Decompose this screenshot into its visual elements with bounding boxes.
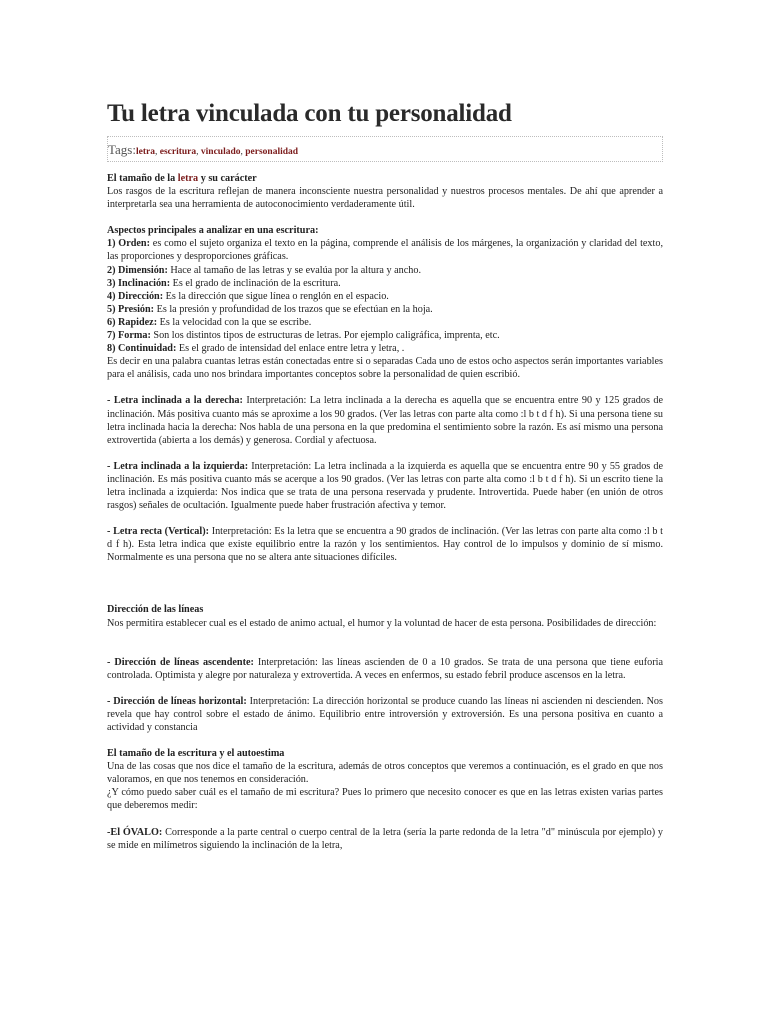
- list-item: 6) Rapidez: Es la velocidad con la que se escribe.: [107, 316, 312, 328]
- list-item: 8) Continuidad: Es el grado de intensidad del enlace entre letra y letra, .: [107, 343, 405, 355]
- direction-paragraph: - Dirección de líneas horizontal: Interpretación: La dirección horizontal se produce cuando las líneas ni ascienden ni descienden. Nos revela que hay control sobre el estado de ánimo. Equilibrio entre introversión y extroversión. Es una persona positiva en cuanto a actividad y constancia: [107, 695, 663, 733]
- oval-paragraph: -El ÓVALO: Corresponde a la parte central o cuerpo central de la letra (sería la parte redonda de la letra "d" minúscula por ejemplo) y se mide en milímetros siguiendo la inclinación de la letra,: [107, 826, 664, 851]
- tags-label: Tags:: [108, 142, 136, 157]
- tag-link-vinculado[interactable]: vinculado: [200, 147, 241, 157]
- section-heading: Dirección de las líneas: [107, 604, 204, 616]
- page-title: Tu letra vinculada con tu personalidad: [107, 100, 512, 127]
- paragraph: Nos permitira establecer cual es el estado de animo actual, el humor y la voluntad de hacer de esta persona. Posibilidades de dirección:: [107, 617, 657, 629]
- tag-link-escritura[interactable]: escritura: [159, 147, 197, 157]
- paragraph: Los rasgos de la escritura reflejan de manera inconsciente nuestra personalidad y nuestros procesos mentales. De ahí que aprender a interpretarla sea una herramienta de autoconocimiento verdaderamente útil.: [107, 186, 663, 211]
- paragraph: ¿Y cómo puedo saber cuál es el tamaño de mi escritura? Pues lo primero que necesito conocer es que en las letras existen varias partes que deberemos medir:: [107, 787, 663, 812]
- slant-paragraph: - Letra inclinada a la derecha: Interpretación: La letra inclinada a la derecha es aquella que se encuentra entre 90 y 125 grados de inclinación. Más positiva cuanto más se aproxime a los 90 grados. (Ver las letras con parte alta como :l b t d f h). Si una persona tiene su letra inclinada hacia la derecha: Nos habla de una persona en la que predomina el sentimiento sobre la razón. Es así mismo una persona extrovertida (abierta a los demás) y generosa. Cordial y afectuosa.: [107, 395, 663, 446]
- slant-paragraph: - Letra inclinada a la izquierda: Interpretación: La letra inclinada a la izquierda es aquella que se encuentra entre 90 y 55 grados de inclinación. Es más positiva cuanto más se acerque a los 90 grados. (Ver las letras con parte alta como :l b t d f h). Si un escrito tiene la letra inclinada a izquierda: Nos indica que se trata de una persona reservada y prudente. Introvertida. Puede haber (en unión de otros rasgos) señales de ocultación. Igualmente puede haber frustración afectiva y temor.: [107, 460, 663, 512]
- list-item: 2) Dimensión: Hace al tamaño de las letras y se evalúa por la altura y ancho.: [107, 264, 422, 276]
- tag-link-personalidad[interactable]: personalidad: [245, 147, 299, 157]
- direction-paragraph: - Dirección de líneas ascendente: Interpretación: las líneas ascienden de 0 a 10 grados. Se trata de una persona que tiene euforia controlada. Optimista y alegre por naturaleza y extrovertida. A veces en enfermos, su estado febril produce ascensos en la letra.: [107, 656, 663, 681]
- list-item: 3) Inclinación: Es el grado de inclinación de la escritura.: [107, 277, 341, 289]
- list-item: 1) Orden: es como el sujeto organiza el texto en la página, comprende el análisis de los márgenes, la organización y claridad del texto, las proporciones y desproporciones gráficas.: [107, 238, 663, 263]
- section-heading: El tamaño de la escritura y el autoestima: [107, 748, 285, 760]
- section-heading: El tamaño de la letra y su carácter: [107, 173, 257, 184]
- article-body: [107, 172, 663, 852]
- section-heading: Aspectos principales a analizar en una escritura:: [107, 225, 319, 237]
- list-item: 5) Presión: Es la presión y profundidad de los trazos que se efectúan en la hoja.: [107, 303, 433, 315]
- tags-box: Tags:letra, escritura, vinculado, personalidad: [107, 136, 663, 162]
- tag-link-letra[interactable]: letra: [135, 147, 155, 157]
- paragraph: Es decir en una palabra cuantas letras están conectadas entre si o separadas Cada uno de estos ocho aspectos serán importantes variables para el análisis, cada uno nos brindara importantes conceptos sobre la personalidad de quien escribió.: [107, 356, 663, 381]
- list-item: 4) Dirección: Es la dirección que sigue línea o renglón en el espacio.: [107, 290, 389, 302]
- list-item: 7) Forma: Son los distintos tipos de estructuras de letras. Por ejemplo caligráfica, imprenta, etc.: [107, 330, 500, 342]
- slant-paragraph: - Letra recta (Vertical): Interpretación: Es la letra que se encuentra a 90 grados de inclinación. (Ver las letras con parte alta como :l b t d f h). Esta letra indica que existe equilibrio entre la razón y los sentimientos. Hay control de lo impulsos y dominio de sí mismo. Normalmente es una persona que no se altera ante situaciones difíciles.: [107, 526, 663, 564]
- paragraph: Una de las cosas que nos dice el tamaño de la escritura, además de otros conceptos que veremos a continuación, es el grado en que nos valoramos, en que nos tenemos en consideración.: [107, 761, 663, 786]
